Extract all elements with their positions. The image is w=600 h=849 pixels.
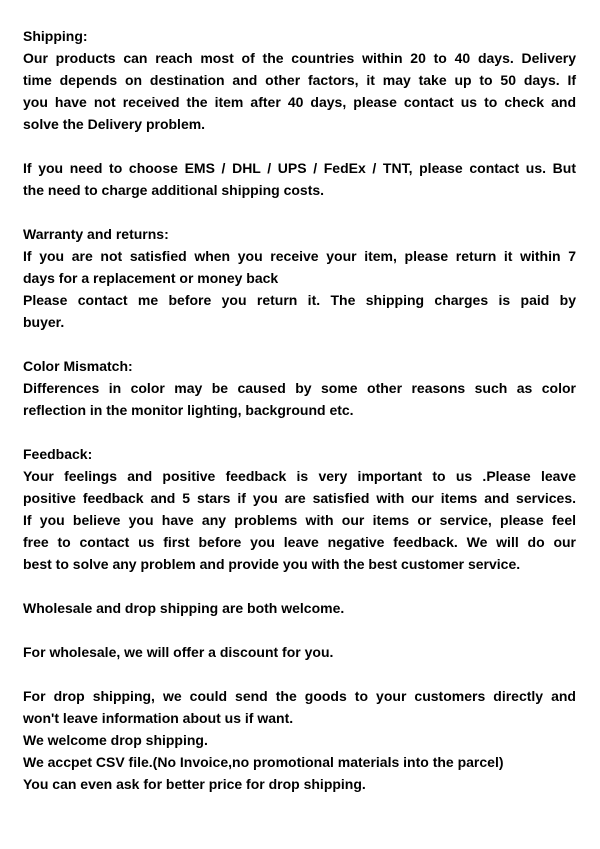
paragraph: [23, 47, 576, 135]
paragraph: [23, 289, 576, 333]
paragraph-line: solve the Delivery problem.: [23, 116, 206, 132]
text-section: [23, 641, 576, 663]
text-section: [23, 597, 576, 619]
paragraph-line: time depends on destination and other factors, it may take up to 50 days. If: [23, 72, 576, 88]
paragraph-line: For drop shipping, we could send the goods to your customers directly and: [23, 688, 576, 704]
heading-line: Color Mismatch:: [23, 358, 133, 374]
text-section: [23, 157, 576, 201]
paragraph: [23, 685, 576, 729]
paragraph-line: Wholesale and drop shipping are both welcome.: [23, 600, 345, 616]
heading-line: Feedback:: [23, 446, 93, 462]
paragraph-line: Your feelings and positive feedback is very important to us .Please leave: [23, 468, 576, 484]
paragraph-line: best to solve any problem and provide you with the best customer service.: [23, 556, 521, 572]
text-section: [23, 685, 576, 795]
paragraph-line: you have not received the item after 40 days, please contact us to check and: [23, 94, 576, 110]
paragraph: [23, 773, 576, 795]
paragraph-line: won't leave information about us if want.: [23, 710, 294, 726]
heading-line: Warranty and returns:: [23, 226, 169, 242]
paragraph-line: days for a replacement or money back: [23, 270, 279, 286]
paragraph: [23, 157, 576, 201]
paragraph: [23, 377, 576, 421]
paragraph-line: For wholesale, we will offer a discount for you.: [23, 644, 334, 660]
paragraph: [23, 245, 576, 289]
section-heading: [23, 443, 576, 465]
paragraph-line: Differences in color may be caused by some other reasons such as color: [23, 380, 576, 396]
paragraph-line: free to contact us first before you leave negative feedback. We will do our: [23, 534, 576, 550]
text-section: [23, 223, 576, 333]
text-section: [23, 443, 576, 575]
paragraph-line: reflection in the monitor lighting, background etc.: [23, 402, 354, 418]
paragraph: [23, 729, 576, 751]
section-heading: [23, 355, 576, 377]
paragraph-line: the need to charge additional shipping costs.: [23, 182, 325, 198]
text-section: [23, 355, 576, 421]
text-section: [23, 25, 576, 135]
heading-line: Shipping:: [23, 28, 88, 44]
paragraph-line: We welcome drop shipping.: [23, 732, 208, 748]
paragraph: [23, 597, 576, 619]
section-heading: [23, 223, 576, 245]
paragraph-line: We accpet CSV file.(No Invoice,no promotional materials into the parcel): [23, 754, 504, 770]
paragraph-line: Please contact me before you return it. The shipping charges is paid by: [23, 292, 576, 308]
paragraph-line: buyer.: [23, 314, 65, 330]
paragraph: [23, 465, 576, 575]
paragraph-line: If you need to choose EMS / DHL / UPS / FedEx / TNT, please contact us. But: [23, 160, 576, 176]
section-heading: [23, 25, 576, 47]
paragraph: [23, 751, 576, 773]
paragraph-line: Our products can reach most of the countries within 20 to 40 days. Delivery: [23, 50, 576, 66]
paragraph-line: If you are not satisfied when you receive your item, please return it within 7: [23, 248, 576, 264]
paragraph-line: You can even ask for better price for drop shipping.: [23, 776, 366, 792]
paragraph: [23, 641, 576, 663]
paragraph-line: positive feedback and 5 stars if you are satisfied with our items and services.: [23, 490, 576, 506]
paragraph-line: If you believe you have any problems with our items or service, please feel: [23, 512, 576, 528]
